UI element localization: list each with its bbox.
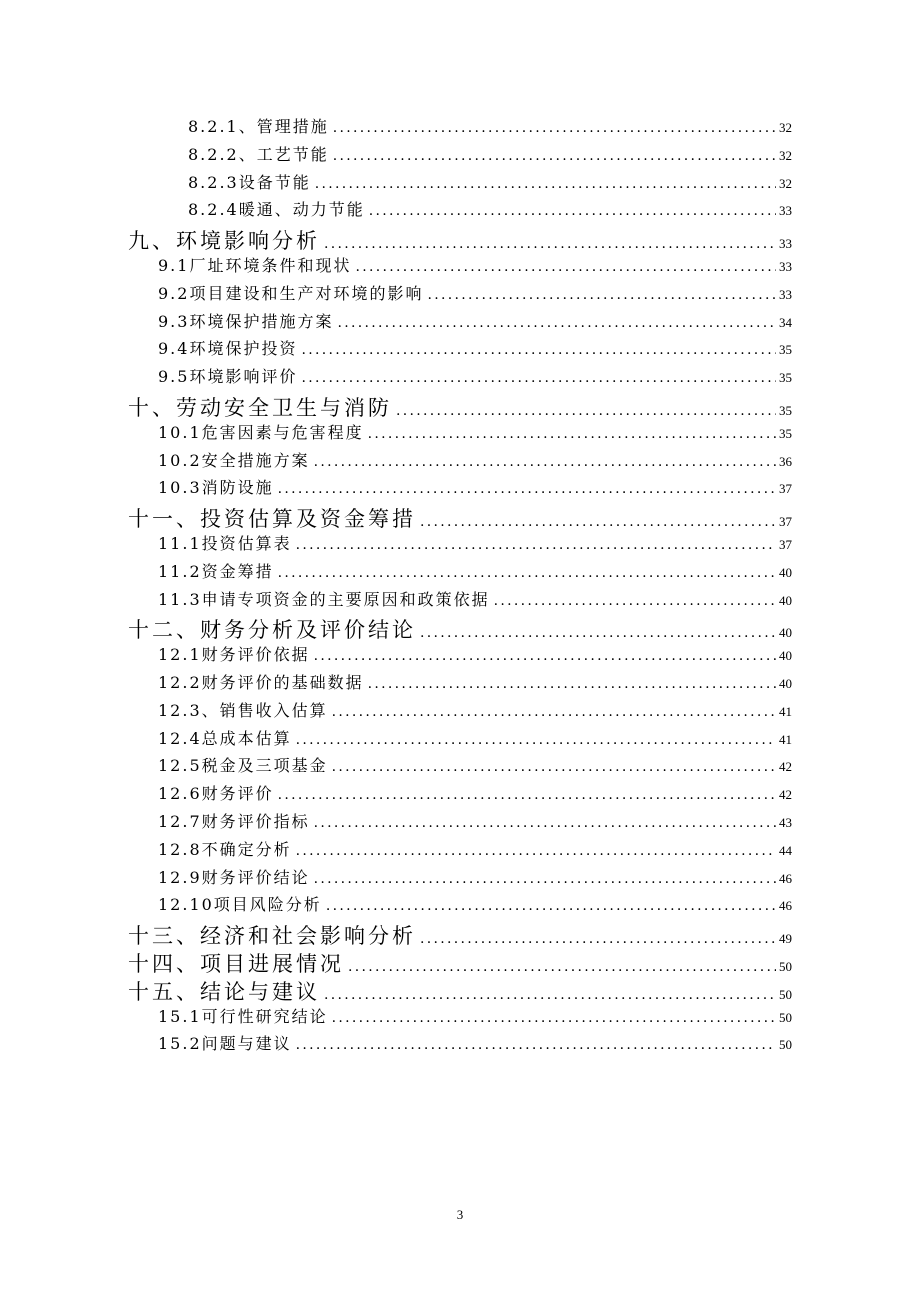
toc-dot-leader — [368, 676, 776, 692]
toc-entry-page: 34 — [779, 314, 792, 330]
toc-dot-leader — [420, 625, 776, 641]
toc-entry-title: 十三、经济和社会影响分析 — [128, 924, 416, 949]
toc-entry-page: 32 — [779, 175, 792, 191]
toc-entry-page: 49 — [779, 931, 792, 947]
toc-entry-title: 15.2问题与建议 — [158, 1034, 292, 1054]
toc-entry-title: 9.5环境影响评价 — [158, 367, 298, 387]
toc-entry-page: 35 — [779, 425, 792, 441]
toc-entry-page: 42 — [779, 787, 792, 803]
toc-entry-page: 35 — [779, 370, 792, 386]
toc-dot-leader — [278, 481, 776, 497]
toc-entry[interactable] — [158, 1004, 792, 1032]
toc-dot-leader — [369, 203, 776, 219]
toc-entry[interactable] — [158, 781, 792, 809]
toc-entry[interactable] — [188, 170, 792, 198]
toc-entry-title: 十、劳动安全卫生与消防 — [128, 396, 392, 420]
toc-entry[interactable] — [128, 503, 792, 531]
toc-entry[interactable] — [158, 253, 792, 281]
toc-dot-leader — [324, 987, 776, 1003]
toc-entry-page: 37 — [779, 514, 792, 530]
toc-entry[interactable] — [128, 920, 792, 948]
toc-dot-leader — [314, 454, 776, 470]
toc-entry-title: 9.2项目建设和生产对环境的影响 — [158, 283, 424, 303]
toc-entry-page: 40 — [779, 676, 792, 691]
toc-entry-page: 33 — [779, 236, 792, 252]
toc-entry-title: 8.2.1、管理措施 — [188, 117, 329, 136]
toc-entry[interactable] — [158, 559, 792, 587]
toc-entry-title: 11.3申请专项资金的主要原因和政策依据 — [158, 589, 490, 609]
toc-entry-page: 40 — [779, 564, 792, 580]
toc-dot-leader — [301, 370, 776, 386]
toc-entry[interactable] — [158, 1031, 792, 1059]
toc-dot-leader — [332, 704, 776, 720]
toc-entry[interactable] — [158, 420, 792, 448]
toc-entry[interactable] — [158, 865, 792, 893]
toc-entry-page: 41 — [779, 703, 792, 719]
toc-dot-leader — [355, 259, 776, 275]
toc-entry-page: 40 — [779, 625, 792, 641]
toc-entry[interactable] — [158, 364, 792, 392]
toc-entry[interactable] — [158, 336, 792, 364]
toc-entry[interactable] — [158, 837, 792, 865]
toc-entry[interactable] — [128, 614, 792, 642]
toc-entry[interactable] — [158, 448, 792, 476]
toc-entry[interactable] — [158, 475, 792, 503]
toc-entry-title: 12.6财务评价 — [158, 784, 274, 804]
toc-dot-leader — [326, 898, 776, 914]
toc-entry-page: 32 — [779, 120, 792, 135]
toc-entry-title: 9.4环境保护投资 — [158, 339, 298, 359]
toc-dot-leader — [296, 537, 776, 553]
toc-entry-title: 8.2.4暖通、动力节能 — [188, 200, 365, 220]
toc-dot-leader — [494, 593, 776, 609]
toc-entry-title: 12.10项目风险分析 — [158, 895, 322, 915]
toc-entry-title: 9.1厂址环境条件和现状 — [158, 256, 352, 275]
toc-entry-page: 46 — [779, 898, 792, 914]
toc-entry-title: 12.2财务评价的基础数据 — [158, 673, 364, 692]
toc-dot-leader — [348, 959, 776, 975]
toc-dot-leader — [278, 565, 776, 581]
toc-entry-page: 33 — [779, 259, 792, 274]
toc-entry[interactable] — [158, 531, 792, 559]
toc-entry[interactable] — [128, 948, 792, 976]
toc-entry-page: 33 — [779, 203, 792, 219]
toc-entry-page: 50 — [779, 959, 792, 974]
toc-entry-title: 12.4总成本估算 — [158, 728, 292, 748]
toc-dot-leader — [314, 648, 776, 664]
toc-entry[interactable] — [188, 197, 792, 225]
toc-entry[interactable] — [158, 309, 792, 337]
toc-entry-title: 8.2.2、工艺节能 — [188, 144, 329, 164]
toc-dot-leader — [332, 759, 776, 775]
toc-entry[interactable] — [158, 698, 792, 726]
toc-entry[interactable] — [158, 892, 792, 920]
toc-dot-leader — [396, 403, 776, 419]
toc-dot-leader — [296, 843, 776, 859]
toc-entry[interactable] — [158, 670, 792, 698]
toc-dot-leader — [333, 120, 776, 136]
toc-entry-page: 46 — [779, 870, 792, 886]
toc-dot-leader — [315, 176, 776, 192]
toc-entry-page: 42 — [779, 759, 792, 775]
toc-entry-title: 12.7财务评价指标 — [158, 812, 310, 831]
toc-entry-title: 10.1危害因素与危害程度 — [158, 422, 364, 442]
toc-dot-leader — [314, 815, 776, 831]
toc-entry-page: 50 — [779, 986, 792, 1002]
toc-entry-title: 九、环境影响分析 — [128, 229, 320, 254]
toc-dot-leader — [324, 236, 776, 252]
toc-entry-page: 35 — [779, 403, 792, 418]
toc-entry-title: 十二、财务分析及评价结论 — [128, 618, 416, 643]
toc-entry-page: 43 — [779, 815, 792, 830]
toc-dot-leader — [427, 287, 776, 303]
toc-entry-title: 12.9财务评价结论 — [158, 867, 310, 887]
toc-entry-title: 12.5税金及三项基金 — [158, 756, 328, 776]
toc-entry-page: 36 — [779, 453, 792, 469]
toc-entry[interactable] — [188, 114, 792, 142]
toc-dot-leader — [332, 1010, 776, 1026]
toc-entry-title: 15.1可行性研究结论 — [158, 1006, 328, 1026]
toc-entry-page: 44 — [779, 842, 792, 858]
toc-entry-page: 33 — [779, 286, 792, 302]
toc-entry-page: 40 — [779, 648, 792, 664]
toc-entry-title: 11.1投资估算表 — [158, 534, 292, 553]
toc-entry-title: 十四、项目进展情况 — [128, 952, 344, 976]
toc-entry-page: 41 — [779, 731, 792, 747]
toc-entry[interactable] — [158, 587, 792, 615]
toc-dot-leader — [333, 148, 776, 164]
toc-dot-leader — [314, 871, 776, 887]
toc-entry[interactable] — [158, 281, 792, 309]
toc-entry[interactable] — [128, 225, 792, 253]
toc-entry-title: 10.2安全措施方案 — [158, 450, 310, 470]
toc-entry-title: 12.3、销售收入估算 — [158, 700, 328, 720]
toc-entry[interactable] — [158, 809, 792, 837]
toc-entry-title: 12.8不确定分析 — [158, 839, 292, 859]
page-number: 3 — [456, 1207, 464, 1222]
toc-entry-title: 十一、投资估算及资金筹措 — [128, 507, 416, 532]
toc-entry[interactable] — [158, 642, 792, 670]
toc-entry-title: 9.3环境保护措施方案 — [158, 311, 334, 331]
toc-entry-page: 37 — [779, 481, 792, 497]
toc-entry-page: 35 — [779, 342, 792, 358]
toc-dot-leader — [420, 931, 776, 947]
toc-entry-page: 40 — [779, 592, 792, 608]
toc-dot-leader — [368, 426, 776, 442]
toc-dot-leader — [296, 1037, 776, 1053]
toc-dot-leader — [278, 787, 776, 803]
toc-entry[interactable] — [128, 976, 792, 1004]
toc-entry-title: 8.2.3设备节能 — [188, 172, 311, 192]
toc-entry-title: 11.2资金筹措 — [158, 561, 274, 581]
toc-entry[interactable] — [188, 142, 792, 170]
toc-dot-leader — [337, 315, 776, 331]
toc-entry[interactable] — [128, 392, 792, 420]
toc-entry-title: 十五、结论与建议 — [128, 979, 320, 1004]
toc-dot-leader — [301, 342, 776, 358]
toc-dot-leader — [296, 732, 776, 748]
toc-dot-leader — [420, 514, 776, 530]
toc-entry-page: 50 — [779, 1009, 792, 1025]
toc-entry[interactable] — [158, 753, 792, 781]
toc-entry-title: 12.1财务评价依据 — [158, 645, 310, 665]
toc-entry-page: 32 — [779, 147, 792, 163]
toc-entry-title: 10.3消防设施 — [158, 478, 274, 498]
toc-entry[interactable] — [158, 726, 792, 754]
toc-entry-page: 50 — [779, 1037, 792, 1053]
toc-entry-page: 37 — [779, 537, 792, 552]
